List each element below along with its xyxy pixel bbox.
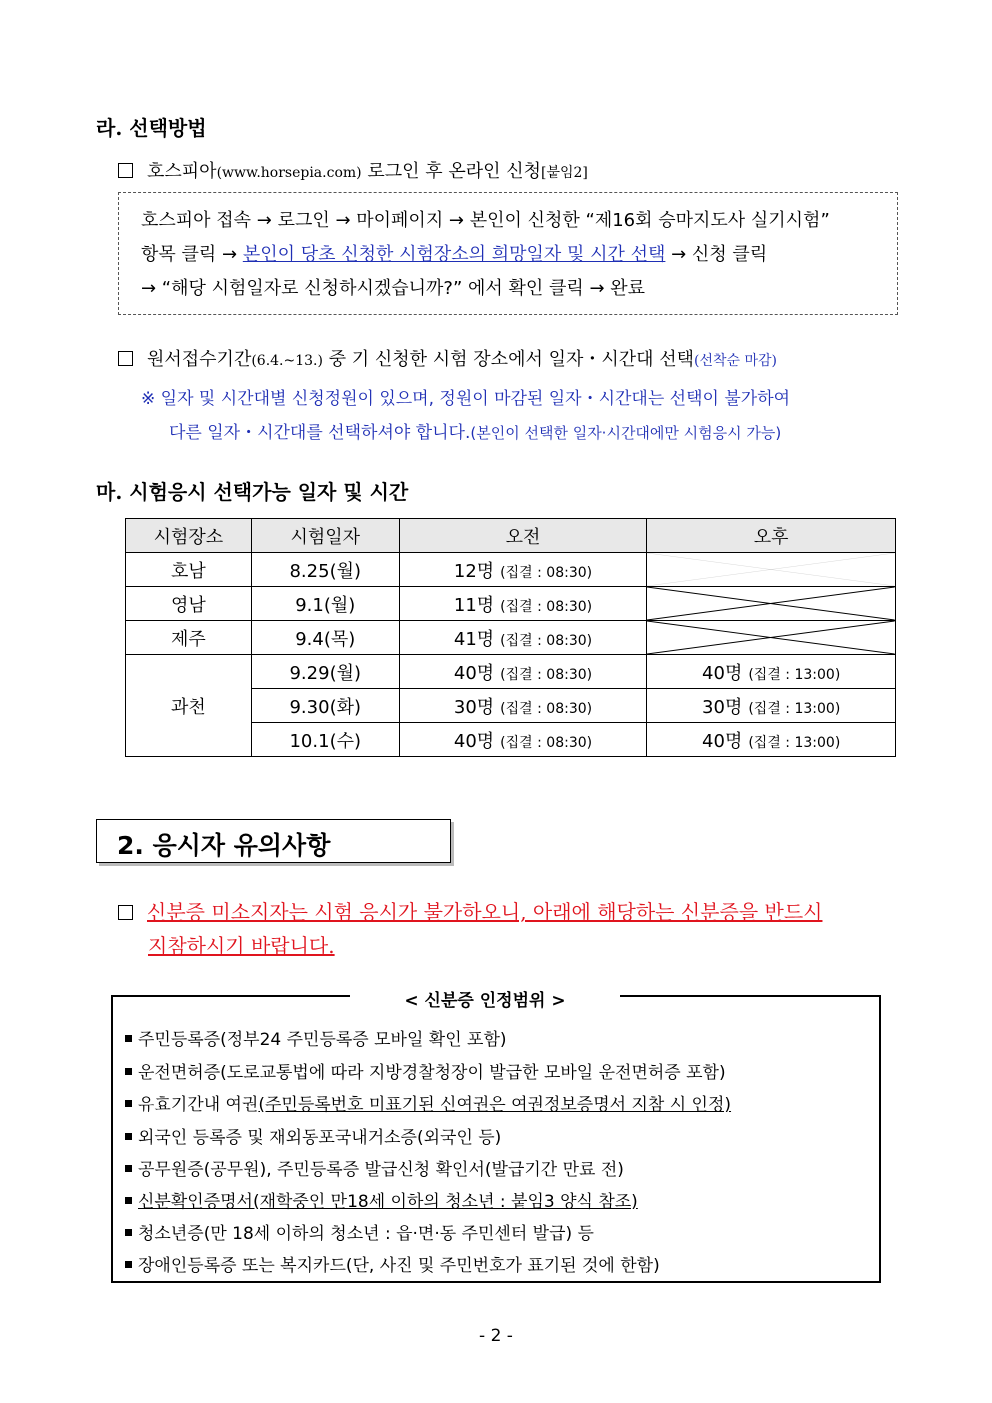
square-bullet-icon xyxy=(125,1261,132,1268)
header-date: 시험일자 xyxy=(251,519,399,553)
note-line-1: ※ 일자 및 시간대별 신청정원이 있으며, 정원이 마감된 일자・시간대는 선택이 불가하여 xyxy=(141,389,791,409)
cell-am xyxy=(399,587,647,621)
id-warning-line-1 xyxy=(118,896,822,925)
list-item xyxy=(125,1187,638,1212)
cell-pm-unavailable xyxy=(647,587,896,621)
am-gathering: (집결 : 08:30) xyxy=(500,632,593,649)
item-text: 청소년증(만 18세 이하의 청소년 : 읍·면·동 주민센터 발급) 등 xyxy=(138,1224,594,1244)
cell-am xyxy=(399,621,647,655)
item-text: 호스피아 xyxy=(147,161,217,182)
pm-count: 40명 xyxy=(702,730,743,752)
note-paren: (본인이 선택한 일자·시간대에만 시험응시 가능) xyxy=(470,424,782,442)
square-bullet-icon xyxy=(125,1068,132,1075)
cell-pm-unavailable xyxy=(647,621,896,655)
cell-am xyxy=(399,689,647,723)
cross-out-icon xyxy=(647,621,895,654)
process-line-3: → “해당 시험일자로 신청하시겠습니까?” 에서 확인 클릭 → 완료 xyxy=(141,278,646,299)
am-count: 40명 xyxy=(453,730,495,752)
cell-am xyxy=(399,553,647,587)
item-text-underlined: 신분확인증명서(재학중인 만18세 이하의 청소년 : 붙임3 양식 참조) xyxy=(138,1192,638,1212)
table-header-row xyxy=(126,519,896,553)
cell-pm-unavailable xyxy=(647,553,896,587)
item-text: 중 기 신청한 시험 장소에서 일자・시간대 선택 xyxy=(322,349,695,370)
cell-date: 9.4(목) xyxy=(251,621,399,655)
am-count: 41명 xyxy=(453,628,495,650)
process-line-1: 호스피아 접속 → 로그인 → 마이페이지 → 본인이 신청한 “제16회 승마지도사 실기시험” xyxy=(141,210,830,231)
cross-out-icon xyxy=(647,553,895,586)
cross-out-icon xyxy=(647,587,895,620)
cell-date: 9.1(월) xyxy=(251,587,399,621)
item-text: 원서접수기간 xyxy=(147,349,252,370)
pm-count: 40명 xyxy=(702,662,743,684)
am-gathering: (집결 : 08:30) xyxy=(500,564,593,581)
square-bullet-icon xyxy=(125,1197,132,1204)
cell-pm xyxy=(647,655,896,689)
item-text: 유효기간내 여권 xyxy=(138,1095,259,1115)
checkbox-icon xyxy=(118,163,133,178)
cell-date: 8.25(월) xyxy=(251,553,399,587)
item-text: 주민등록증(정부24 주민등록증 모바일 확인 포함) xyxy=(138,1030,507,1050)
id-warning-line-2: 지참하시기 바랍니다. xyxy=(148,934,335,958)
list-item xyxy=(125,1155,624,1180)
note-text: 다른 일자・시간대를 선택하셔야 합니다. xyxy=(169,423,471,443)
cell-place: 과천 xyxy=(126,655,252,757)
table-row xyxy=(126,655,896,689)
checklist-item-online-apply xyxy=(118,157,588,183)
section-heading-available-dates: 마. 시험응시 선택가능 일자 및 시간 xyxy=(96,480,409,504)
process-highlight: 본인이 당초 신청한 시험장소의 희망일자 및 시간 선택 xyxy=(242,244,666,265)
am-count: 12명 xyxy=(453,560,495,582)
table-row xyxy=(126,587,896,621)
process-text: 항목 클릭 → xyxy=(141,244,243,265)
cell-place: 제주 xyxy=(126,621,252,655)
cell-place: 영남 xyxy=(126,587,252,621)
attachment-ref: [붙임2] xyxy=(541,165,588,181)
process-line-2 xyxy=(141,240,767,266)
am-count: 30명 xyxy=(453,696,495,718)
pm-count: 30명 xyxy=(702,696,743,718)
process-text: → 신청 클릭 xyxy=(665,244,768,265)
am-count: 40명 xyxy=(453,662,495,684)
list-item xyxy=(125,1058,726,1083)
header-place: 시험장소 xyxy=(126,519,252,553)
cell-am xyxy=(399,655,647,689)
item-text: 공무원증(공무원), 주민등록증 발급신청 확인서(발급기간 만료 전) xyxy=(138,1160,624,1180)
pm-gathering: (집결 : 13:00) xyxy=(748,700,841,717)
am-gathering: (집결 : 08:30) xyxy=(500,598,593,615)
checkbox-icon xyxy=(118,905,133,920)
square-bullet-icon xyxy=(125,1035,132,1042)
list-item xyxy=(125,1025,507,1050)
cell-am xyxy=(399,723,647,757)
square-bullet-icon xyxy=(125,1229,132,1236)
checkbox-icon xyxy=(118,351,133,366)
schedule-table xyxy=(125,518,896,757)
list-item xyxy=(125,1090,731,1115)
note-line-2 xyxy=(169,418,781,443)
header-am: 오전 xyxy=(399,519,647,553)
cell-pm xyxy=(647,723,896,757)
section2-title: 2. 응시자 유의사항 xyxy=(117,831,331,860)
table-row xyxy=(126,621,896,655)
section2-title-box xyxy=(96,819,451,863)
item-text-underlined: (주민등록번호 미표기된 신여권은 여권정보증명서 지참 시 인정) xyxy=(258,1095,732,1115)
checklist-item-select-time xyxy=(118,345,777,371)
cell-place: 호남 xyxy=(126,553,252,587)
item-text: 로그인 후 온라인 신청 xyxy=(361,161,542,182)
warning-text: 신분증 미소지자는 시험 응시가 불가하오니, 아래에 해당하는 신분증을 반드시 xyxy=(147,900,823,924)
am-gathering: (집결 : 08:30) xyxy=(500,734,593,751)
id-range-title: < 신분증 인정범위 > xyxy=(350,986,620,1011)
header-pm: 오후 xyxy=(647,519,896,553)
am-count: 11명 xyxy=(453,594,495,616)
list-item xyxy=(125,1123,501,1148)
page-number: - 2 - xyxy=(479,1326,513,1346)
first-come-note: (선착순 마감) xyxy=(694,353,778,369)
square-bullet-icon xyxy=(125,1165,132,1172)
cell-date: 9.30(화) xyxy=(251,689,399,723)
cell-pm xyxy=(647,689,896,723)
item-text: 장애인등록증 또는 복지카드(단, 사진 및 주민번호가 표기된 것에 한함) xyxy=(138,1256,660,1276)
list-item xyxy=(125,1251,660,1276)
am-gathering: (집결 : 08:30) xyxy=(500,666,593,683)
table-row xyxy=(126,553,896,587)
square-bullet-icon xyxy=(125,1100,132,1107)
cell-date: 10.1(수) xyxy=(251,723,399,757)
period-text: (6.4.~13.) xyxy=(251,353,323,369)
section-heading-selection-method: 라. 선택방법 xyxy=(96,116,207,140)
am-gathering: (집결 : 08:30) xyxy=(500,700,593,717)
website-url: (www.horsepia.com) xyxy=(216,165,362,181)
item-text: 외국인 등록증 및 재외동포국내거소증(외국인 등) xyxy=(138,1128,502,1148)
list-item xyxy=(125,1219,594,1244)
cell-date: 9.29(월) xyxy=(251,655,399,689)
pm-gathering: (집결 : 13:00) xyxy=(748,666,841,683)
square-bullet-icon xyxy=(125,1133,132,1140)
item-text: 운전면허증(도로교통법에 따라 지방경찰청장이 발급한 모바일 운전면허증 포함) xyxy=(138,1063,726,1083)
pm-gathering: (집결 : 13:00) xyxy=(748,734,841,751)
